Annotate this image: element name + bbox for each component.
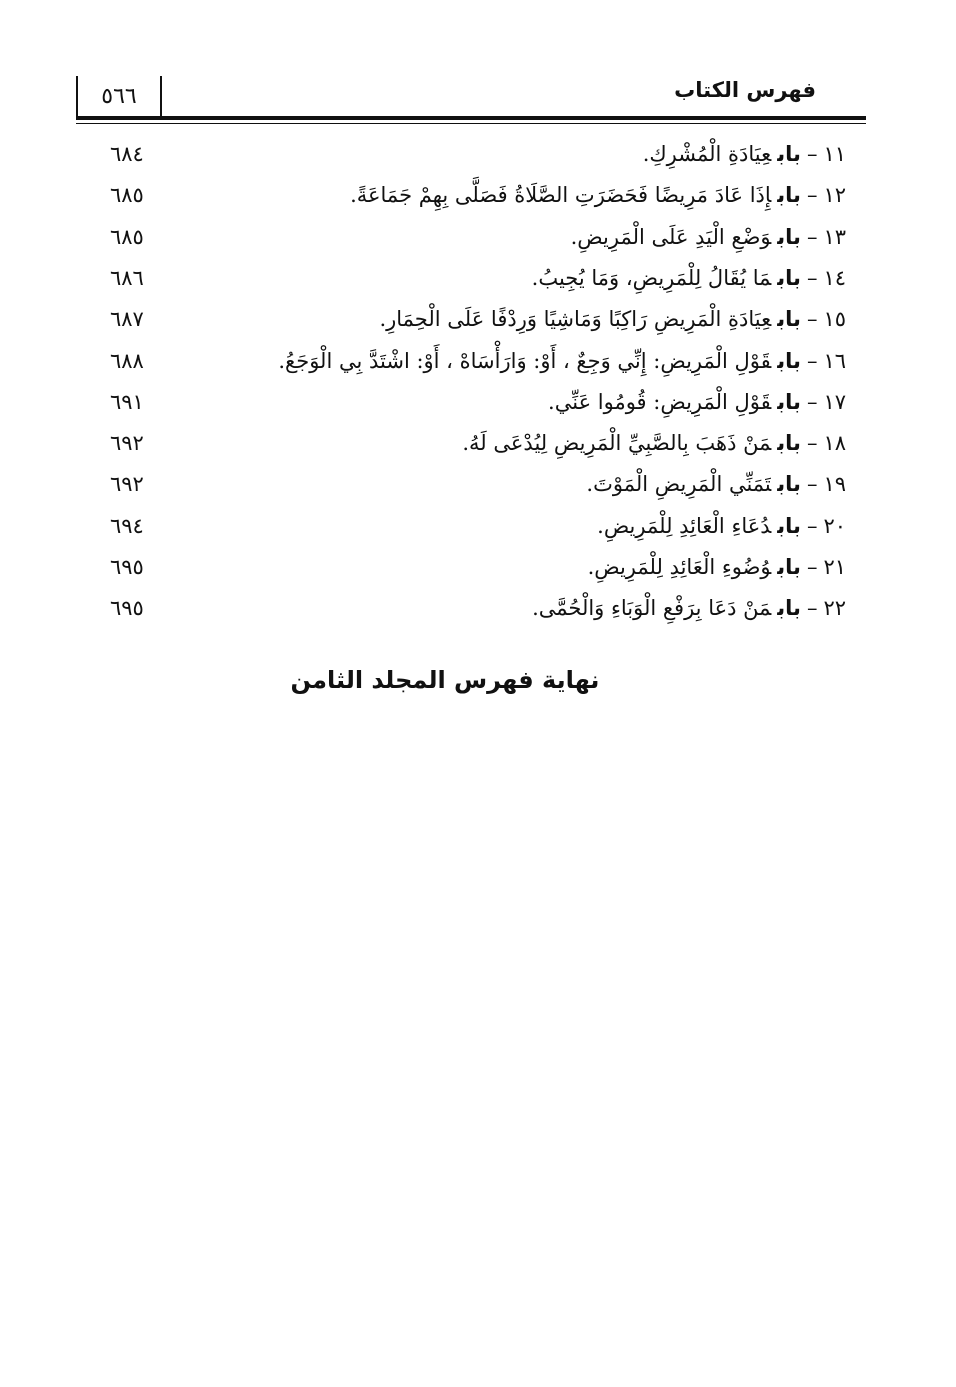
toc-entry-title: مَا يُقَالُ لِلْمَرِيضِ، وَمَا يُجِيبُ. (531, 265, 772, 290)
index-end-note: نهاية فهرس المجلد الثامن (290, 666, 600, 694)
toc-entry-dash: – (806, 555, 818, 579)
toc-entry-page: ٦٨٥ (110, 224, 144, 249)
toc-entry-page: ٦٩٢ (110, 431, 144, 456)
toc-entry (597, 508, 846, 544)
toc-entry-bab: باب (777, 513, 801, 538)
toc-row (0, 547, 956, 587)
toc-entry-page: ٦٩١ (110, 389, 144, 414)
toc-entry-page: ٦٩٢ (110, 472, 144, 497)
toc-entry (532, 590, 846, 626)
toc-entry-number: ٢١ (823, 555, 846, 579)
toc-entry-bab: باب (777, 142, 801, 166)
toc-entry-dash: – (806, 389, 818, 414)
toc-entry-title: دُعَاءِ الْعَائِدِ لِلْمَرِيضِ. (597, 513, 772, 538)
toc-entry-title: وَضْعِ الْيَدِ عَلَى الْمَرِيضِ. (570, 224, 772, 249)
toc-entry-number: ١٢ (823, 183, 846, 208)
toc-entry (588, 549, 846, 585)
toc-entry-title: قَوْلِ الْمَرِيضِ: إِنِّي وَجِعٌ ، أَوْ: وَارَأْسَاهْ ، أَوْ: اشْتَدَّ بِي الْوَجَعُ. (278, 348, 772, 373)
toc-entry-dash: – (806, 224, 818, 249)
toc-entry-bab: باب (777, 596, 801, 621)
toc-entry-bab: باب (777, 183, 801, 208)
page-header-title: فهرس الكتاب (674, 78, 816, 102)
toc-row (0, 175, 956, 215)
toc-entry-bab: باب (777, 348, 801, 373)
toc-row (0, 464, 956, 504)
toc-entry-title: مَنْ دَعَا بِرَفْعِ الْوَبَاءِ وَالْحُمَّى. (532, 596, 772, 621)
toc-entry-page: ٦٨٤ (110, 142, 144, 166)
toc-entry (350, 177, 846, 213)
toc-entry-dash: – (806, 265, 818, 290)
toc-entry-number: ١٥ (823, 307, 846, 332)
toc-entry-title: وُضُوءِ الْعَائِدِ لِلْمَرِيضِ. (587, 555, 772, 579)
toc-row (0, 134, 956, 174)
toc-entry-dash: – (806, 596, 818, 621)
toc-entry (586, 466, 846, 502)
toc-entry-bab: باب (777, 555, 801, 579)
toc-entry-number: ١٣ (823, 224, 846, 249)
toc-entry (643, 136, 846, 172)
toc-entry-title: عِيَادَةِ الْمُشْرِكِ. (642, 142, 772, 166)
toc-entry-bab: باب (777, 265, 801, 290)
toc-entry-title: عِيَادَةِ الْمَرِيضِ رَاكِبًا وَمَاشِيًا وَرِدْفًا عَلَى الْحِمَارِ. (379, 307, 772, 332)
toc-entry-number: ١٧ (823, 389, 846, 414)
toc-entry-dash: – (806, 513, 818, 538)
toc-entry-bab: باب (777, 389, 801, 414)
toc-entry-page: ٦٩٥ (110, 555, 144, 579)
toc-entry-bab: باب (777, 307, 801, 332)
toc-entry-bab: باب (777, 431, 801, 456)
toc-entry (278, 343, 846, 379)
toc-entry-number: ١٨ (823, 431, 846, 456)
toc-row (0, 588, 956, 628)
toc-entry-page: ٦٩٥ (110, 596, 144, 621)
toc-entry (379, 301, 846, 337)
header-rule-thick (76, 116, 866, 120)
toc-entry-dash: – (806, 431, 818, 456)
toc-entry (571, 219, 846, 255)
toc-entry-title: تَمَنِّي الْمَرِيضِ الْمَوْتَ. (586, 472, 772, 497)
toc-entry-dash: – (806, 472, 818, 497)
toc-entry-page: ٦٨٦ (110, 265, 144, 290)
toc-entry (462, 425, 846, 461)
toc-row (0, 299, 956, 339)
header-rule-thin (76, 123, 866, 124)
toc-entry-bab: باب (777, 472, 801, 497)
toc-entry-page: ٦٨٧ (110, 307, 144, 332)
page-number: ٥٦٦ (101, 84, 137, 109)
toc-entry-title: مَنْ ذَهَبَ بِالصَّبِيِّ الْمَرِيضِ لِيُدْعَى لَهُ. (462, 431, 772, 456)
toc-entry-dash: – (806, 183, 818, 208)
toc-entry-dash: – (806, 307, 818, 332)
toc-row (0, 382, 956, 422)
toc-entry (548, 384, 846, 420)
toc-entry-bab: باب (777, 224, 801, 249)
toc-row (0, 341, 956, 381)
toc-row (0, 217, 956, 257)
toc-row (0, 506, 956, 546)
toc-entry-dash: – (806, 348, 818, 373)
page-number-box (76, 76, 162, 116)
toc-entry-page: ٦٨٨ (110, 348, 144, 373)
toc-entry-number: ١١ (823, 142, 846, 166)
toc-entry-page: ٦٨٥ (110, 183, 144, 208)
toc-entry-dash: – (806, 142, 818, 166)
toc-entry-page: ٦٩٤ (110, 513, 144, 538)
toc-entry-title: إِذَا عَادَ مَرِيضًا فَحَضَرَتِ الصَّلَاةُ فَصَلَّى بِهِمْ جَمَاعَةً. (350, 183, 772, 208)
table-of-contents (0, 134, 956, 624)
toc-entry-number: ٢٢ (823, 596, 846, 621)
toc-entry-number: ١٤ (823, 265, 846, 290)
toc-row (0, 258, 956, 298)
toc-entry-title: قَوْلِ الْمَرِيضِ: قُومُوا عَنِّي. (548, 389, 772, 414)
toc-entry-number: ١٩ (823, 472, 846, 497)
toc-entry-number: ٢٠ (823, 513, 846, 538)
toc-entry-number: ١٦ (823, 348, 846, 373)
toc-entry (532, 260, 846, 296)
toc-row (0, 423, 956, 463)
